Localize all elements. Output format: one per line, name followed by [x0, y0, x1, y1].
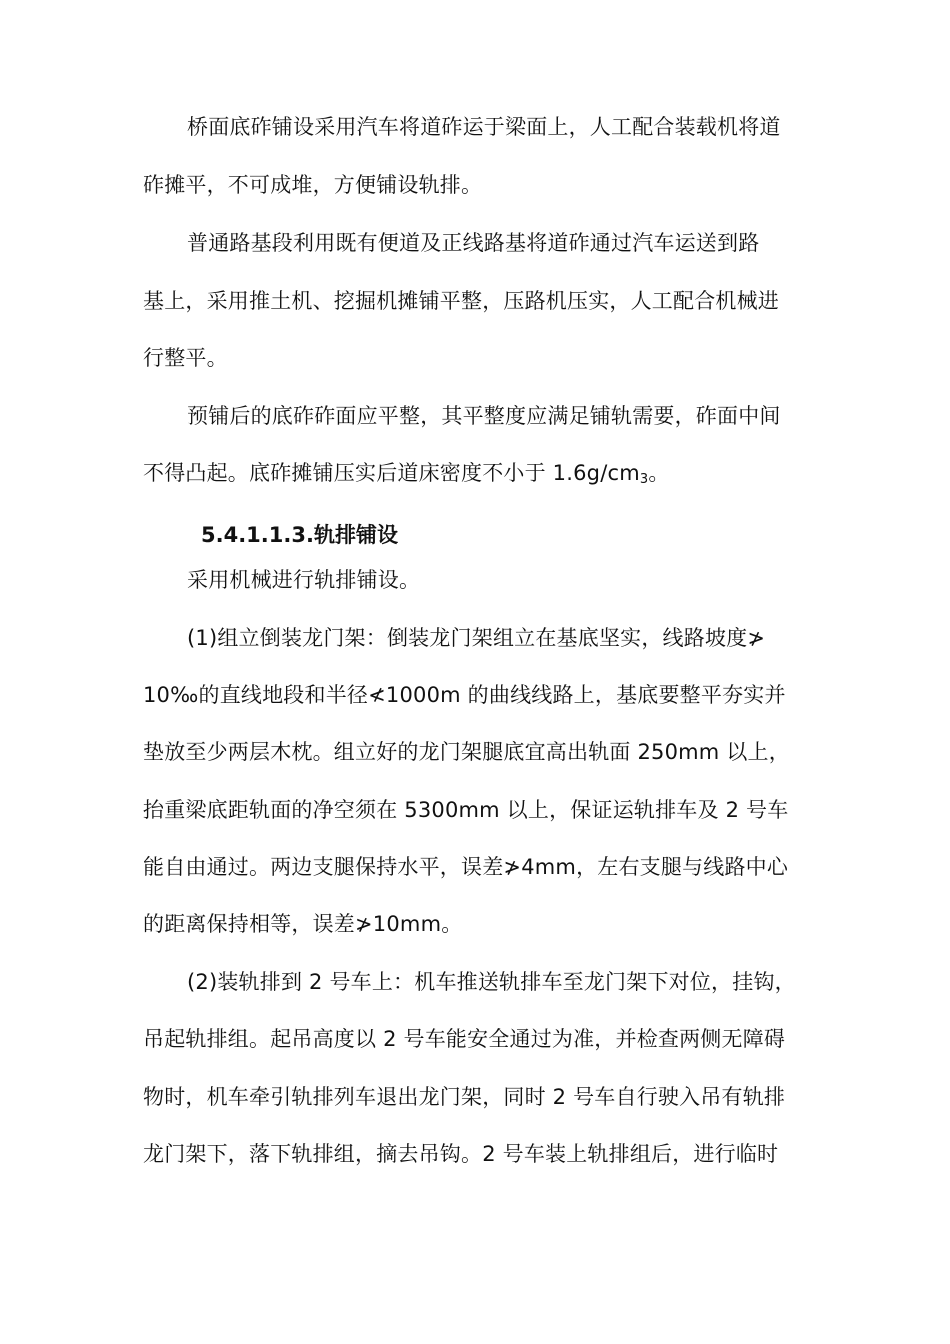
paragraph-line: (1)组立倒装龙门架：倒装龙门架组立在基底坚实，线路坡度≯	[187, 626, 766, 650]
section-heading: 5.4.1.1.3.轨排铺设	[201, 523, 398, 547]
paragraph-line: 预铺后的底砟砟面应平整，其平整度应满足铺轨需要，砟面中间	[187, 404, 781, 428]
paragraph-line: 普通路基段利用既有便道及正线路基将道砟通过汽车运送到路	[187, 231, 760, 255]
paragraph-line	[143, 458, 813, 495]
paragraph-line: 采用机械进行轨排铺设。	[187, 568, 421, 592]
paragraph-line: 垫放至少两层木枕。组立好的龙门架腿底宜高出轨面 250mm 以上，	[143, 740, 790, 764]
subscript-text: 3	[639, 472, 649, 487]
line-text: 。	[648, 461, 670, 485]
paragraph-line: 的距离保持相等，误差≯10mm。	[143, 912, 463, 936]
paragraph-line: 桥面底砟铺设采用汽车将道砟运于梁面上，人工配合装载机将道	[187, 115, 781, 139]
paragraph-line: 抬重梁底距轨面的净空须在 5300mm 以上，保证运轨排车及 2 号车	[143, 798, 789, 822]
paragraph-line: 吊起轨排组。起吊高度以 2 号车能安全通过为准，并检查两侧无障碍	[143, 1027, 786, 1051]
paragraph-line: (2)装轨排到 2 号车上：机车推送轨排车至龙门架下对位，挂钩，	[187, 970, 796, 994]
paragraph-line: 行整平。	[143, 346, 228, 370]
line-text: 不得凸起。底砟摊铺压实后道床密度不小于 1.6g/cm	[143, 461, 640, 485]
paragraph-line: 龙门架下，落下轨排组，摘去吊钩。2 号车装上轨排组后，进行临时	[143, 1142, 779, 1166]
paragraph-line: 10‰的直线地段和半径≮1000m 的曲线线路上，基底要整平夯实并	[143, 683, 786, 707]
paragraph-line: 物时，机车牵引轨排列车退出龙门架，同时 2 号车自行驶入吊有轨排	[143, 1085, 786, 1109]
paragraph-line: 能自由通过。两边支腿保持水平，误差≯4mm，左右支腿与线路中心	[143, 855, 789, 879]
paragraph-line: 砟摊平，不可成堆，方便铺设轨排。	[143, 173, 483, 197]
paragraph-line: 基上，采用推土机、挖掘机摊铺平整，压路机压实，人工配合机械进	[143, 289, 779, 313]
